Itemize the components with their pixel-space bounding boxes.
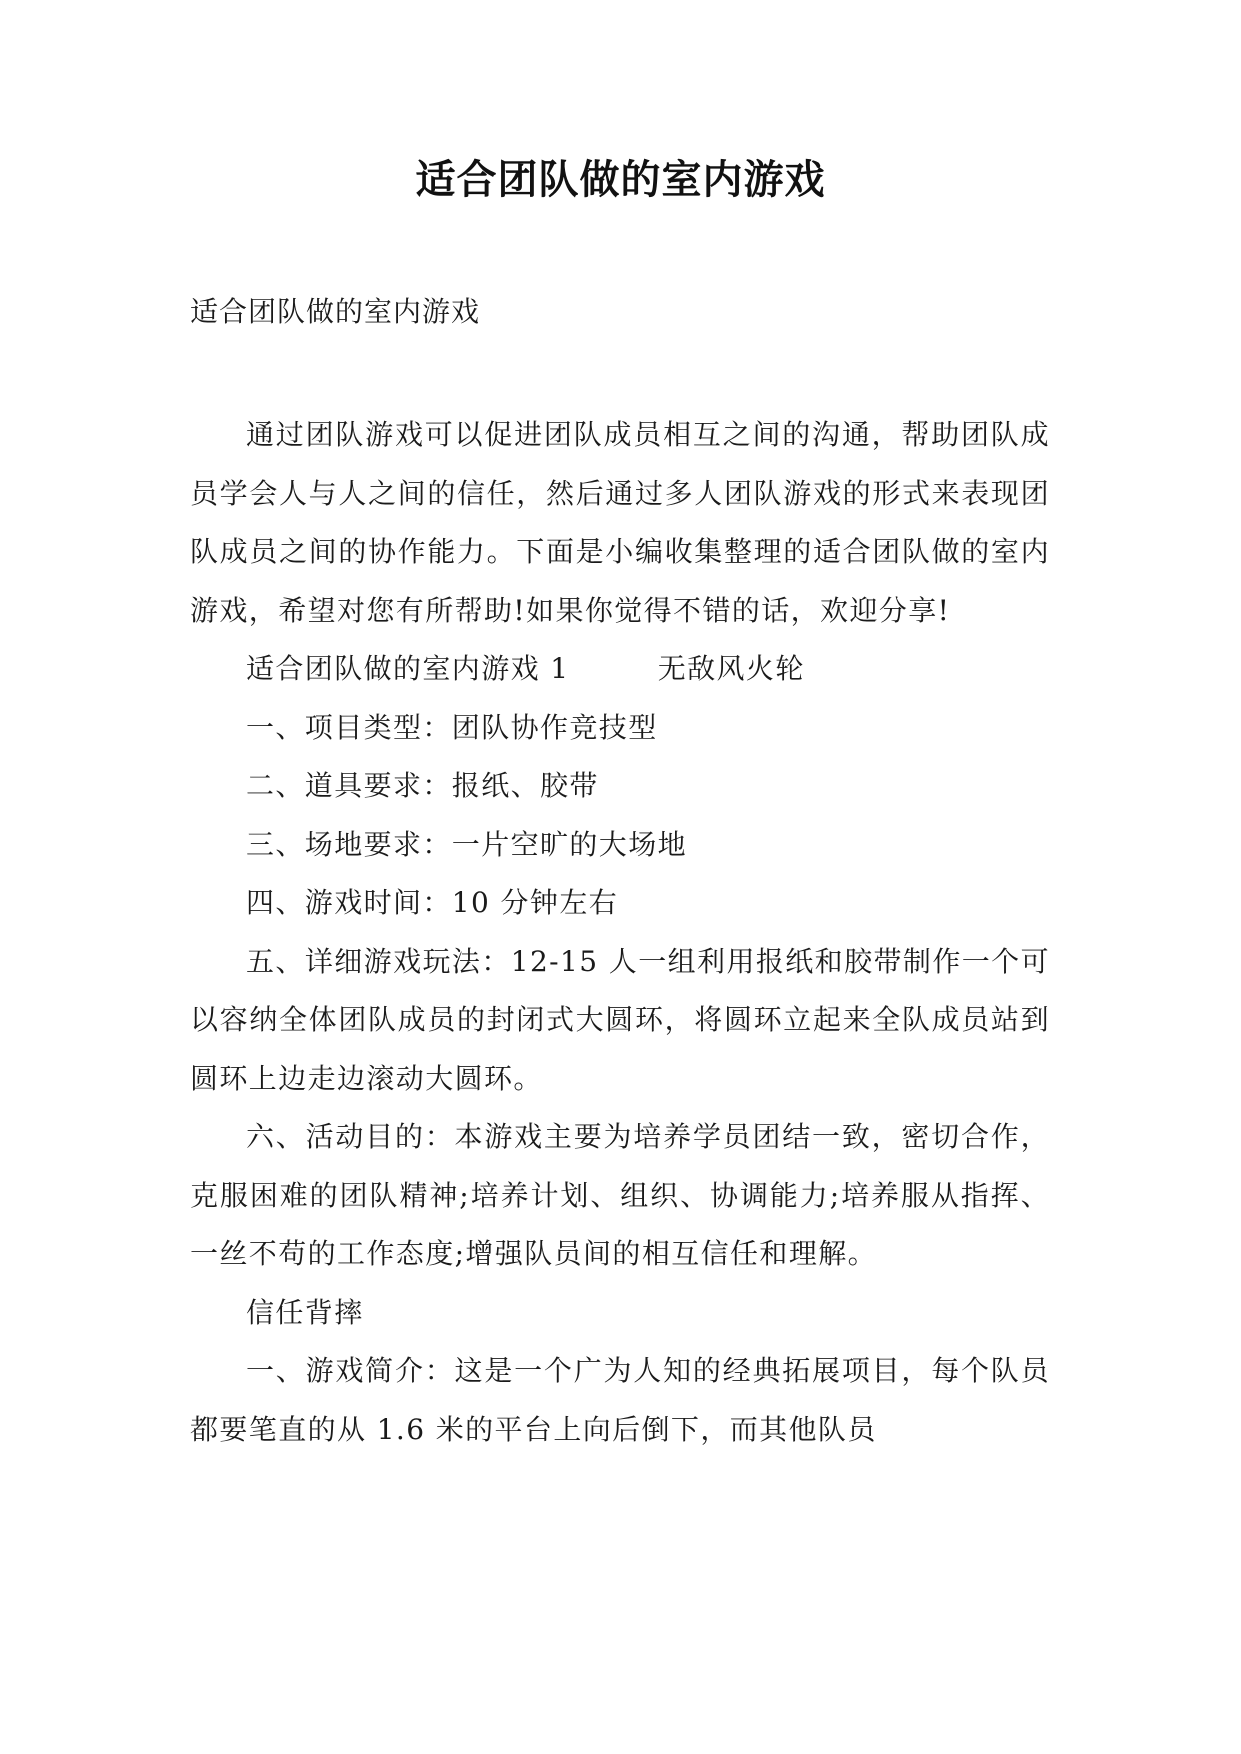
document-title: 适合团队做的室内游戏 [415, 157, 826, 203]
intro-paragraph: 通过团队游戏可以促进团队成员相互之间的沟通，帮助团队成员学会人与人之间的信任，然后通过多人团队游戏的形式来表现团队成员之间的协作能力。下面是小编收集整理的适合团队做的室内游戏，希望对您有所帮助!如果你觉得不错的话，欢迎分享! [190, 418, 1050, 627]
game-1-duration: 四、游戏时间：10 分钟左右 [246, 886, 619, 919]
game-1-rules: 五、详细游戏玩法：12-15 人一组利用报纸和胶带制作一个可以容纳全体团队成员的封闭式大圆环，将圆环立起来全队成员站到圆环上边走边滚动大圆环。 [190, 944, 1050, 1095]
game-1-props: 二、道具要求：报纸、胶带 [246, 769, 599, 802]
game-2-heading: 信任背摔 [246, 1295, 364, 1329]
game-1-venue: 三、场地要求：一片空旷的大场地 [246, 827, 688, 861]
game-1-heading: 适合团队做的室内游戏 1 无敌风火轮 [246, 652, 805, 685]
game-1-purpose: 六、活动目的：本游戏主要为培养学员团结一致，密切合作，克服困难的团队精神;培养计划、组织、协调能力;培养服从指挥、一丝不苟的工作态度;增强队员间的相互信任和理解。 [190, 1120, 1050, 1270]
game-2-intro: 一、游戏简介：这是一个广为人知的经典拓展项目，每个队员都要笔直的从 1.6 米的平台上向后倒下，而其他队员 [190, 1354, 1050, 1446]
document-subtitle: 适合团队做的室内游戏 [190, 295, 481, 328]
game-1-project-type: 一、项目类型：团队协作竞技型 [246, 710, 658, 744]
document-body [190, 406, 1050, 1459]
